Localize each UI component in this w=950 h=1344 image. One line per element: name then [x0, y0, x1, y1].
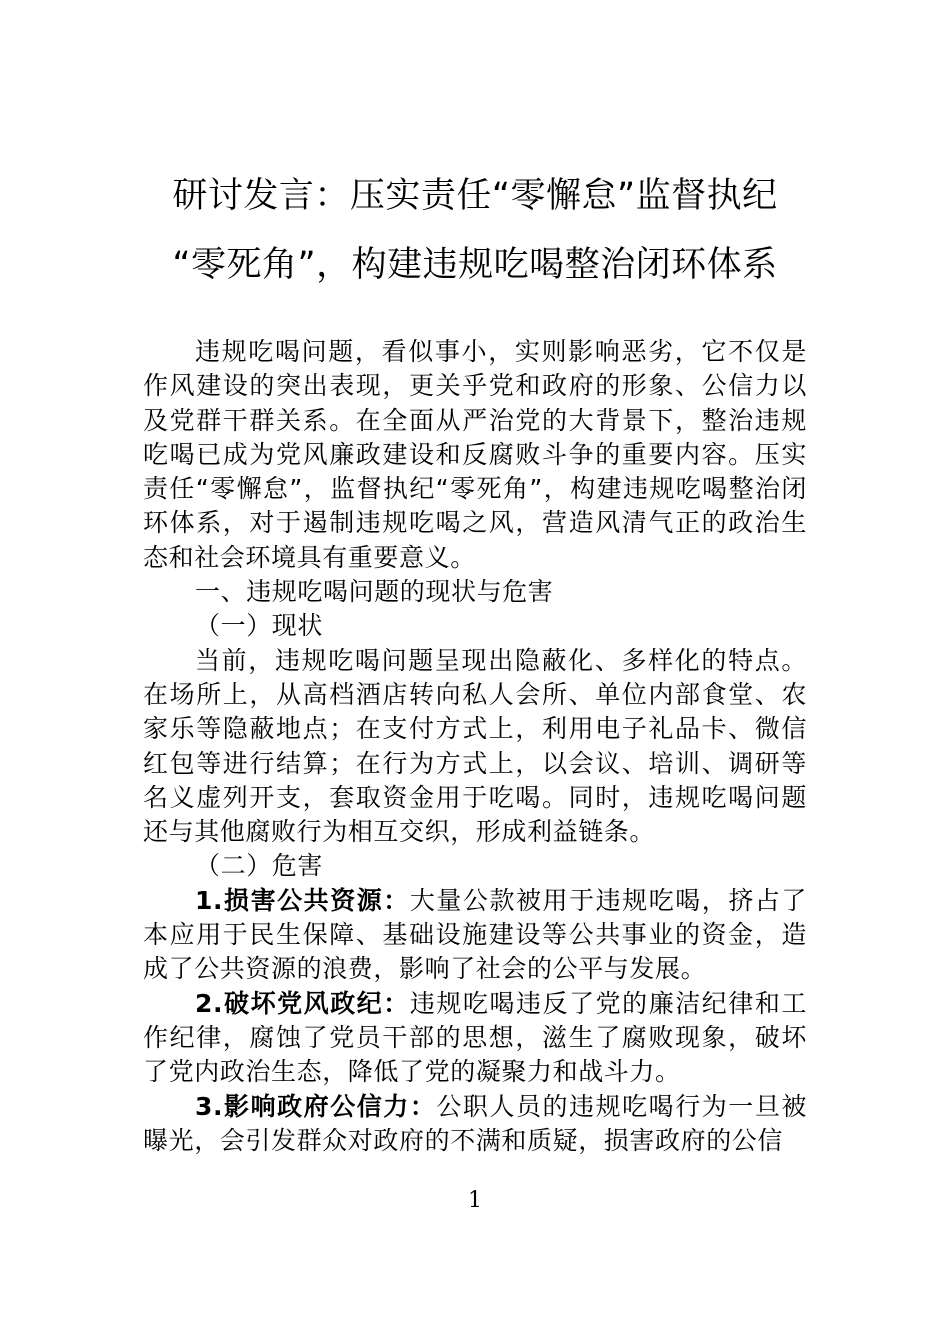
subsection-heading-harm: （二）危害	[195, 851, 324, 881]
harm-item-text: 违规吃喝违反了党的廉洁纪律和工作纪律，腐蚀了党员干部的思想，滋生了腐败现象，破坏了党内政治生态，降低了党的凝聚力和战斗力。	[143, 988, 807, 1087]
page-number: 1	[468, 1188, 482, 1213]
subsection-heading-status: （一）现状	[195, 611, 324, 641]
document-body	[143, 335, 807, 1158]
document-title-line-1: 研讨发言：压实责任“零懈怠”监督执纪	[172, 176, 778, 216]
harm-item-text: 大量公款被用于违规吃喝，挤占了本应用于民生保障、基础设施建设等公共事业的资金，造成了公共资源的浪费，影响了社会的公平与发展。	[143, 885, 807, 984]
harm-item	[143, 884, 807, 987]
section-heading: 一、违规吃喝问题的现状与危害	[195, 577, 554, 607]
harm-item-text: 公职人员的违规吃喝行为一旦被曝光，会引发群众对政府的不满和质疑，损害政府的公信	[143, 1091, 807, 1155]
document-title-line-2: “零死角”，构建违规吃喝整治闭环体系	[172, 245, 778, 285]
harm-item-lead: 1.损害公共资源：	[195, 885, 410, 915]
harm-item-lead: 3.影响政府公信力：	[195, 1091, 437, 1121]
harm-item	[143, 987, 807, 1090]
status-paragraph: 当前，违规吃喝问题呈现出隐蔽化、多样化的特点。在场所上，从高档酒店转向私人会所、单位内部食堂、农家乐等隐蔽地点；在支付方式上，利用电子礼品卡、微信红包等进行结算；在行为方式上，以会议、培训、调研等名义虚列开支，套取资金用于吃喝。同时，违规吃喝问题还与其他腐败行为相互交织，形成利益链条。	[143, 645, 807, 847]
harm-item-lead: 2.破坏党风政纪：	[195, 988, 410, 1018]
intro-paragraph: 违规吃喝问题，看似事小，实则影响恶劣，它不仅是作风建设的突出表现，更关乎党和政府的形象、公信力以及党群干群关系。在全面从严治党的大背景下，整治违规吃喝已成为党风廉政建设和反腐败斗争的重要内容。压实责任“零懈怠”，监督执纪“零死角”，构建违规吃喝整治闭环体系，对于遏制违规吃喝之风，营造风清气正的政治生态和社会环境具有重要意义。	[143, 337, 807, 572]
harm-item	[143, 1090, 807, 1159]
